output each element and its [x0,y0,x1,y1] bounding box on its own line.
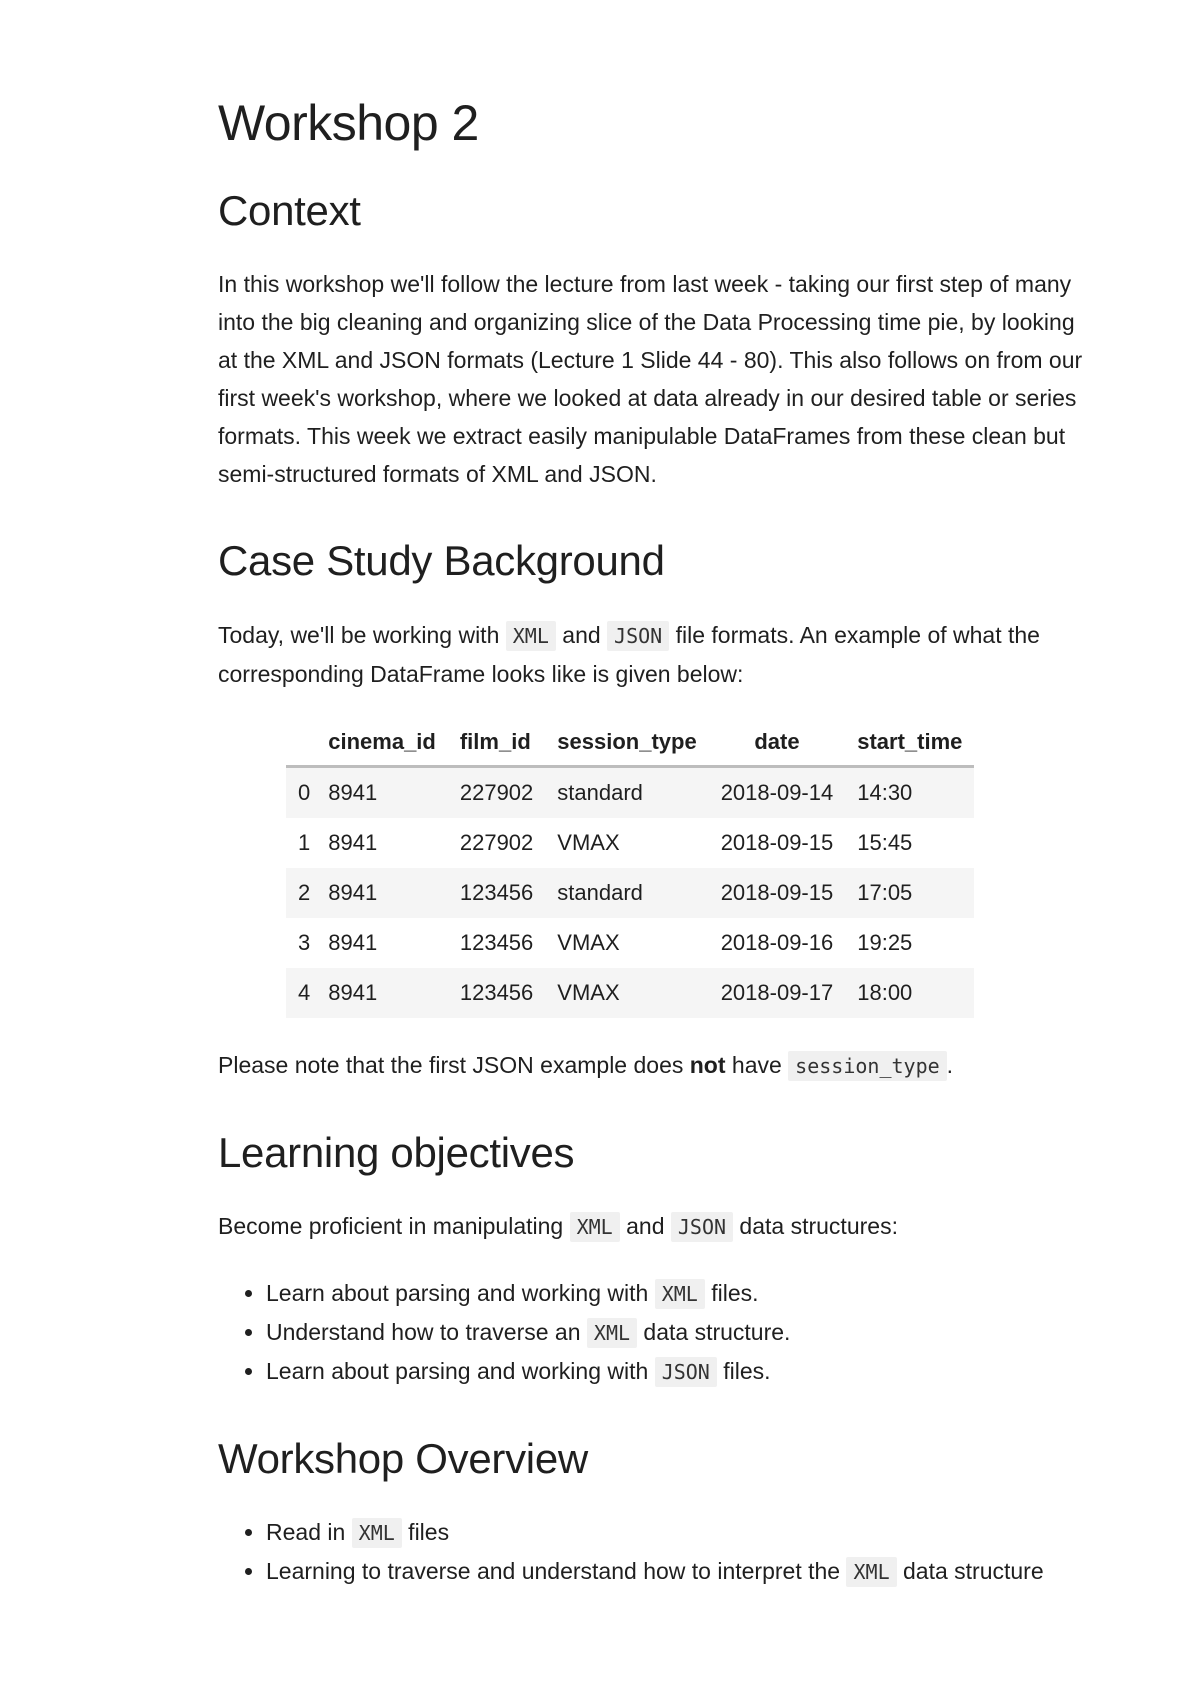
json-note-text-1: Please note that the first JSON example does [218,1051,690,1078]
column-header-index [286,721,316,767]
list-item-text: Learn about parsing and working with [266,1357,655,1384]
json-note [218,1046,1098,1085]
table-cell: standard [545,766,708,818]
table-cell-index: 3 [298,929,311,955]
list-item [266,1352,1098,1391]
table-row [286,868,974,918]
objectives-intro-text-3: data structures: [733,1212,898,1239]
table-cell: 14:30 [845,766,974,818]
list-item [266,1552,1098,1591]
table-cell: 8941 [328,929,378,955]
case-study-intro-text-1: Today, we'll be working with [218,621,506,648]
table-cell-index: 0 [286,766,316,818]
case-study-heading: Case Study Background [218,537,665,585]
case-study-intro-text-3: file formats. An example of what the corresponding DataFrame looks like is given below: [218,621,1040,687]
table-cell: 2018-09-15 [720,829,834,855]
inline-code: XML [655,1279,705,1309]
json-note-text-3: . [946,1051,954,1078]
column-header-start-time: start_time [845,721,974,767]
objectives-intro-text-2: and [619,1212,671,1239]
list-item-text: data structure. [637,1318,791,1345]
column-header-session-type: session_type [545,721,708,767]
table-header-row [286,721,974,767]
table-cell: 8941 [316,968,448,1018]
context-heading: Context [218,187,361,234]
context-paragraph: In this workshop we'll follow the lecture from last week - taking our first step of many into the big cleaning and organizing slice of the Data Processing time pie, by looking at the XML and JSON formats (Lecture 1 Slide 44 - 80). This also follows on from our first week's workshop, where we looked at data already in our desired table or series formats. This week we extract easily manipulable DataFrames from these clean but semi-structured formats of XML and JSON. [218,271,1083,488]
table-cell: VMAX [557,929,620,955]
table-row [286,918,974,968]
table-cell: 15:45 [857,829,913,855]
table-cell: 227902 [459,829,534,855]
inline-code-session-type: session_type [788,1051,947,1081]
inline-code-json: JSON [671,1212,733,1242]
table-row [286,818,974,868]
inline-code: JSON [655,1357,717,1387]
objectives-intro-text-1: Become proficient in manipulating [218,1212,570,1239]
table-cell: 8941 [316,766,448,818]
table-cell: VMAX [557,829,620,855]
list-item-text: Understand how to traverse an [266,1318,587,1345]
table-cell: 17:05 [845,868,974,918]
inline-code-xml: XML [570,1212,620,1242]
column-header-film-id: film_id [448,721,545,767]
case-study-intro-text-2: and [555,621,608,648]
table-cell: 123456 [459,929,534,955]
table-cell: 8941 [328,829,378,855]
list-item-text: Learning to traverse and understand how to interpret the [266,1558,847,1585]
table-cell: VMAX [545,968,708,1018]
overview-heading: Workshop Overview [218,1434,588,1482]
list-item [266,1313,1098,1352]
column-header-date: date [709,721,846,767]
list-item [266,1274,1098,1313]
list-item-text: Learn about parsing and working with [266,1279,655,1306]
table-row [286,766,974,818]
list-item-text: files. [704,1279,759,1306]
table-cell: 2018-09-14 [709,766,846,818]
table-row [286,968,974,1018]
inline-code: XML [352,1518,402,1548]
objectives-heading: Learning objectives [218,1128,575,1176]
column-header-cinema-id: cinema_id [316,721,448,767]
table-cell-index: 1 [298,829,311,855]
table-cell-index: 2 [286,868,316,918]
notebook-content [218,96,1098,1619]
list-item-text: files. [716,1357,771,1384]
json-note-text-2: have [725,1051,789,1078]
inline-code-json: JSON [607,621,669,651]
table-cell: 2018-09-15 [709,868,846,918]
objectives-intro [218,1207,1098,1246]
case-study-intro [218,616,1098,693]
list-item [266,1513,1098,1552]
table-cell: standard [545,868,708,918]
list-item-text: files [401,1519,450,1546]
overview-list [218,1513,1098,1591]
inline-code-xml: XML [506,621,556,651]
dataframe-table [286,721,974,1018]
table-cell: 2018-09-16 [720,929,834,955]
table-cell: 2018-09-17 [709,968,846,1018]
objectives-list [218,1274,1098,1391]
list-item-text: Read in [266,1519,352,1546]
table-cell: 8941 [316,868,448,918]
table-cell: 19:25 [857,929,913,955]
list-item-text: data structure [896,1558,1044,1585]
table-cell: 18:00 [845,968,974,1018]
page-title: Workshop 2 [218,95,479,151]
table-cell: 123456 [448,868,545,918]
table-cell: 123456 [448,968,545,1018]
inline-code: XML [846,1557,896,1587]
inline-code: XML [587,1318,637,1348]
table-cell: 227902 [448,766,545,818]
table-cell-index: 4 [286,968,316,1018]
json-note-emphasis: not [689,1051,726,1078]
